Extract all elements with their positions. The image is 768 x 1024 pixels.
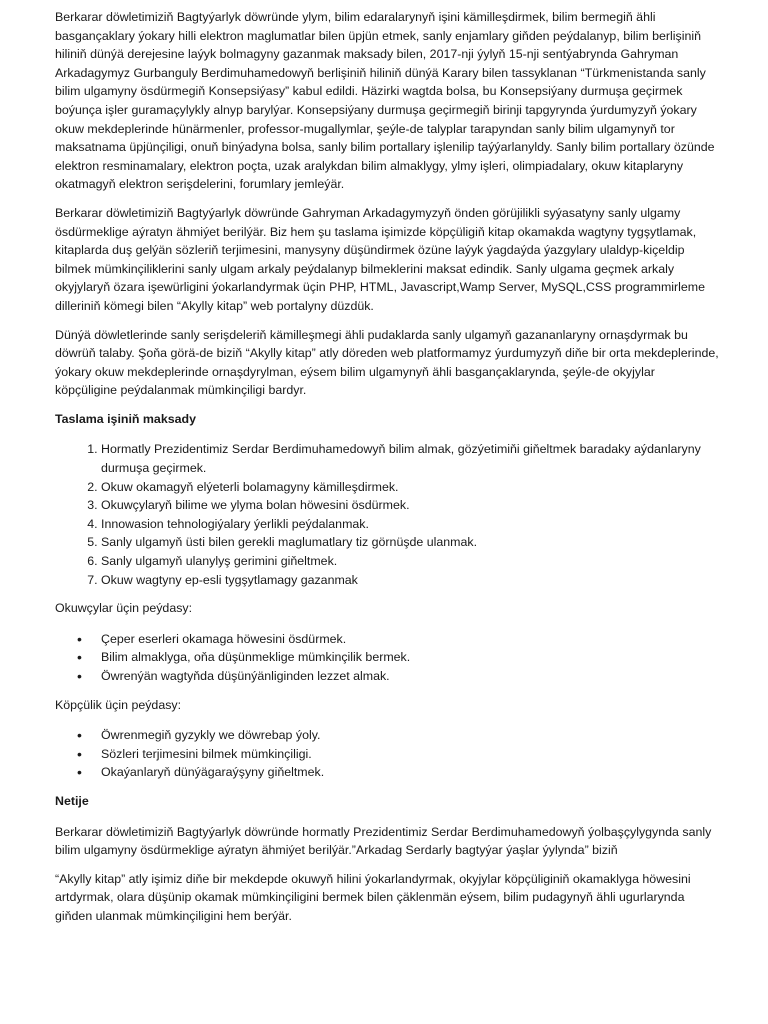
students-benefit-item: • Öwrenýän wagtyňda düşünýänliginden lezzet almak. [101,667,720,686]
public-benefit-item: • Öwrenmegiň gyzykly we döwrebap ýoly. [101,726,720,745]
goals-list-item: 7. Okuw wagtyny ep-esli tygşytlamagy gazanmak [101,571,720,590]
conclusion-paragraph-2: “Akylly kitap” atly işimiz diňe bir mekdepde okuwyň hilini ýokarlandyrmak, okyjylar köpçüliginiň okamaklyga höwesini artdyrmak, olara düşünip okamak mümkinçiligini bermek bilen çäklenmän eýsem, bilim pudagynyň ähli ugurlarynda giňden ulanmak mümkinçiligini hem berýär. [55,871,691,923]
goals-list-item: 1. Hormatly Prezidentimiz Serdar Berdimuhamedowyň bilim almak, gözýetimiňi giňeltmek baradaky aýdanlaryny durmuşa geçirmek. [101,440,720,477]
conclusion-paragraph-1: Berkarar döwletimiziň Bagtyýarlyk döwründe hormatly Prezidentimiz Serdar Berdimuhamedowyň ýolbaşçylygynda sanly bilim ulgamyny ösdürmeklige aýratyn ähmiýet berilýär.”Arkadag Serdarly bagtyýar ýaşlar ýylynda” biziň [55,824,712,858]
conclusion-heading: Netije [55,793,89,808]
goals-heading: Taslama işiniň maksady [55,411,196,426]
intro-paragraph-1: Berkarar döwletimiziň Bagtyýarlyk döwründe ylym, bilim edaralarynyň işini kämilleşdirmek, bilim bermegiň ähli basgançaklary ýokary hilli elektron maglumatlar bilen üpjün etmek, sanly enjamlary giňden peýdalanyp, bilim berlişiniň hiliniň dünýä derejesine laýyk bolmagyny gazanmak maksady bilen, 2017-nji ýylyň 15-nji sentýabrynda Gahryman Arkadagymyz Gurbanguly Berdimuhamedowyň berlişiniň hiliniň dünýä Karary bilen tassyklanan “Türkmenistanda sanly bilim ulgamyny ösdürmegiň Konsepsiýasy” kabul edildi. Häzirki wagtda bolsa, bu Konsepsiýany durmuşa geçirmek boýunça işler guramaçylykly alnyp barylýar. Konsepsiýany durmuşa geçirmegiň birinji tapgyrynda ýurdumyzyň ýokary okuw mekdeplerinde hünärmenler, professor-mugallymlar, şeýle-de talyplar tarapyndan sanly bilim ulgamynyň tor maksatnama üpjünçiligi, onuň binýadyna bolsa, sanly bilim portallary işlenilip taýýarlanyldy. Sanly bilim portallary özünde elektron resminamalary, elektron poçta, uzak aralykdan bilim almaklygy, ylmy işleri, olimpiadalary, okuw kitaplaryny okatmagyň elektron serişdelerini, forumlary jemleýär. [55,10,715,192]
intro-paragraph-2: Berkarar döwletimiziň Bagtyýarlyk döwründe Gahryman Arkadagymyzyň önden görüjilikli syýasatyny sanly ulgamy ösdürmeklige aýratyn ähmiýet berilýär. Biz hem şu taslama işimizde köpçüligiň kitap okamakda wagtyny tygşytlamak, kitaplarda duş gelýän sözleriň terjimesini, manysyny düşündirmek özüne laýyk ýagdaýda ýazgylary ulaldyp-kiçeldip bilmek mümkinçiliklerini sanly ulgam arkaly peýdalanyp bilmeklerini maksat edindik. Sanly ulgama geçmek arkaly okyjylaryň özara işewürligini ýokarlandyrmak üçin PHP, HTML, Javascript,Wamp Server, MySQL,CSS programmirleme dilleriniň kömegi bilen “Akylly kitap” web portalyny düzdük. [55,205,706,313]
goals-list-item: 3. Okuwçylaryň bilime we ylyma bolan höwesini ösdürmek. [101,496,720,515]
goals-list-item: 4. Innowasion tehnologiýalary ýerlikli peýdalanmak. [101,515,720,534]
goals-list-item: 5. Sanly ulgamyň üsti bilen gerekli maglumatlary tiz görnüşde ulanmak. [101,533,720,552]
public-benefit-item: • Okaýanlaryň dünýägaraýşyny giňeltmek. [101,763,720,782]
document-page [55,8,720,936]
goals-list-item: 6. Sanly ulgamyň ulanylyş gerimini giňeltmek. [101,552,720,571]
intro-paragraph-3: Dünýä döwletlerinde sanly serişdeleriň kämilleşmegi ähli pudaklarda sanly ulgamyň gazananlaryny ornaşdyrmak bu döwrüň talaby. Şoňa görä-de biziň “Akylly kitap” atly döreden web platformamyz ýurdumyzyň diňe bir orta mekdeplerinde, ýokary okuw mekdeplerinde ornaşdyrylman, eýsem bilim ulgamynyň ähli basgançaklarynda, şeýle-de okyjylar köpçüligine peýdalanmak mümkinçiligi bardyr. [55,327,719,398]
public-benefit-list [55,726,720,782]
students-benefit-item: • Çeper eserleri okamaga höwesini ösdürmek. [101,630,720,649]
students-benefit-list [55,630,720,686]
goals-list [55,440,720,589]
goals-list-item: 2. Okuw okamagyň elýeterli bolamagyny kämilleşdirmek. [101,478,720,497]
public-benefit-label: Köpçülik üçin peýdasy: [55,697,182,712]
students-benefit-item: • Bilim almaklyga, oňa düşünmeklige mümkinçilik bermek. [101,648,720,667]
public-benefit-item: • Sözleri terjimesini bilmek mümkinçiligi. [101,745,720,764]
students-benefit-label: Okuwçylar üçin peýdasy: [55,601,193,616]
